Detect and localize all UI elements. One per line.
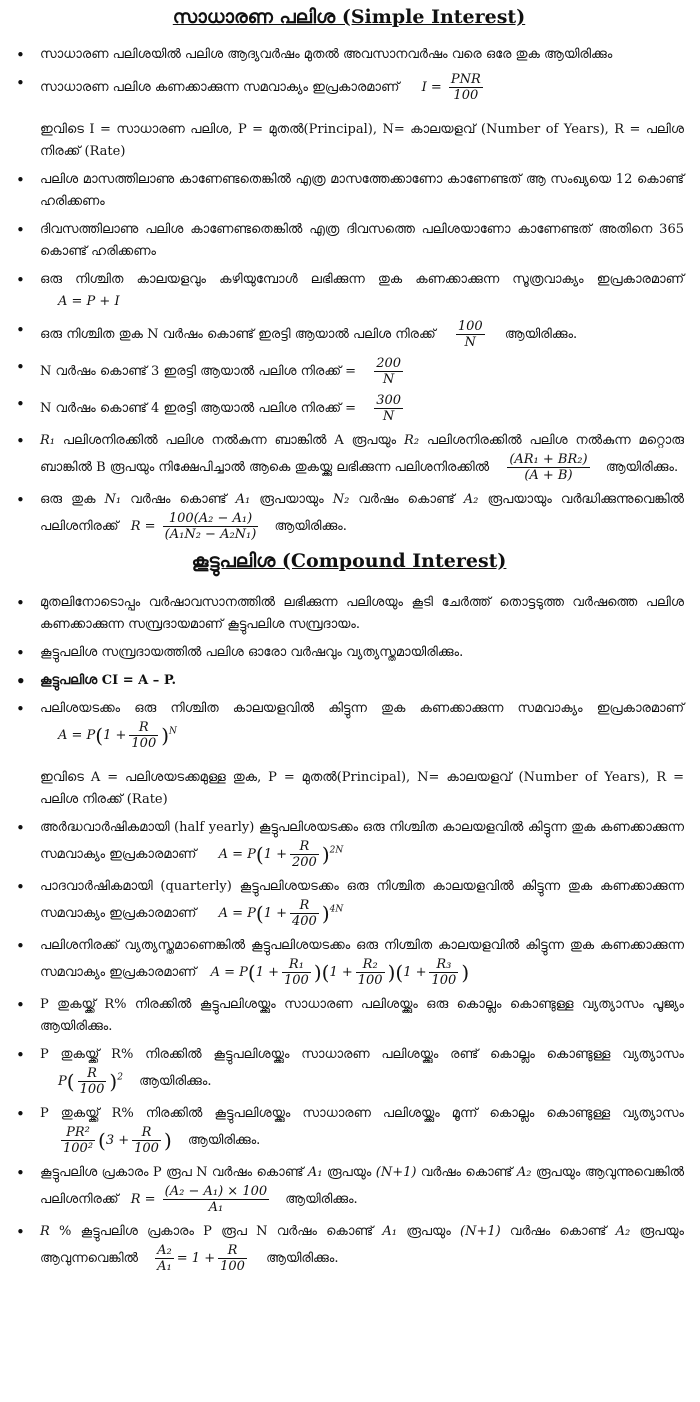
simple-interest-list [14,44,684,103]
fraction: $\frac{R}{100}$ [131,720,157,751]
fraction: $\frac{\text{100(A₂ − A₁)}}{\text{(A₁N₂ − A₂N₁)}}$ [164,511,257,542]
fraction: $\frac{R}{100}$ [220,1243,245,1274]
fraction: $\frac{\text{PR²}}{\text{100²}}$ [63,1125,94,1156]
fraction: $\frac{R}{100}$ [134,1125,159,1156]
fraction: $\frac{R}{200}$ [292,839,317,870]
list-item: • മുതലിനോടൊപ്പം വർഷാവസാനത്തിൽ ലഭിക്കുന്ന പലിശയും കൂടി ചേർത്ത് തൊട്ടടുത്ത വർഷത്തെ പലിശ കണക്കാക്കുന്ന സമ്പ്രദായമാണ് കൂട്ടുപലിശ സമ്പ്രദായം. [14,592,684,636]
formula-varying-rate: A = P(1 + $\frac{\text{R₁}}{100}$ )(1 + $\frac{\text{R₂}}{100}$ )(1 + $\frac{\text{R₃}}{100}$ ) [210,957,470,988]
list-item: • അർദ്ധവാർഷികമായി (half yearly) കൂട്ടുപലിശയടക്കം ഒരു നിശ്ചിത കാലയളവിൽ കിട്ടുന്ന തുക കണക്കാക്കുന്ന സമവാക്യം ഇപ്രകാരമാണ് A = P(1 + $\frac{R}{200}$ )$^{2N}$ [14,817,684,870]
list-item: • P തുകയ്ക്ക് R% നിരക്കിൽ കൂട്ടുപലിശയ്ക്കും സാധാരണ പലിശയ്ക്കും മൂന്ന് കൊല്ലം കൊണ്ടുള്ള വ്യത്യാസം $\frac{\text{PR²}}{\text{100²}}$ (3 + $\frac{R}{100}$ ) ആയിരിക്കും. [14,1103,684,1156]
list-item: • R % കൂട്ടുപലിശ പ്രകാരം P രൂപ N വർഷം കൊണ്ട് A₁ രൂപയും (N+1) വർഷം കൊണ്ട് A₂ രൂപയും ആവുന്നവെങ്കിൽ $\frac{\text{A₂}}{\text{A₁}}$ = 1 + $\frac{R}{100}$ ആയിരിക്കും. [14,1221,684,1274]
list-item: • N വർഷം കൊണ്ട് 3 ഇരട്ടി ആയാൽ പലിശ നിരക്ക് = $\frac{200}{N}$ [14,356,684,387]
formula-quarterly: A = P(1 + $\frac{R}{400}$ )$^{4N}$ [218,898,344,929]
fraction: $\frac{\text{PNR}}{100}$ [450,72,481,103]
fraction: $\frac{\text{(AR₁ + BR₂)}}{(A + B)}$ [509,452,588,483]
list-item: • പാദവാർഷികമായി (quarterly) കൂട്ടുപലിശയടക്കം ഒരു നിശ്ചിത കാലയളവിൽ കിട്ടുന്ന തുക കണക്കാക്കുന്ന സമവാക്യം ഇപ്രകാരമാണ് A = P(1 + $\frac{R}{400}$ )$^{4N}$ [14,876,684,929]
list-item: • ഒരു നിശ്ചിത കാലയളവും കഴിയുമ്പോൾ ലഭിക്കുന്ന തുക കണക്കാക്കുന്ന സൂത്രവാക്യം ഇപ്രകാരമാണ് A = P + I [14,269,684,313]
fraction: $\frac{200}{N}$ [376,356,402,387]
formula-ratio: $\frac{\text{A₂}}{\text{A₁}}$ = 1 + $\frac{R}{100}$ [157,1243,245,1274]
list-item: • N വർഷം കൊണ്ട് 4 ഇരട്ടി ആയാൽ പലിശ നിരക്ക് = $\frac{300}{N}$ [14,393,684,424]
fraction: $\frac{100}{N}$ [457,319,483,350]
fraction: $\frac{\text{A₂}}{\text{A₁}}$ [157,1243,172,1274]
simple-interest-heading: സാധാരണ പലിശ (Simple Interest) [172,6,526,28]
fraction: $\frac{300}{N}$ [376,393,402,424]
list-item: • ദിവസത്തിലാണു പലിശ കാണേണ്ടതെങ്കിൽ എത്ര ദിവസത്തെ പലിശയാണോ കാണേണ്ടത് അതിനെ 365 കൊണ്ട് ഹരിക്കണം [14,219,684,263]
formula-ci: A = P(1 + $\frac{R}{100}$ )$^N$ [58,720,177,751]
compound-interest-heading: കൂട്ടുപലിശ (Compound Interest) [191,550,507,572]
list-item: • ഒരു നിശ്ചിത തുക N വർഷം കൊണ്ട് ഇരട്ടി ആയാൽ പലിശ നിരക്ക് $\frac{100}{N}$ ആയിരിക്കും. [14,319,684,350]
fraction: $\frac{\text{R₃}}{100}$ [431,957,457,988]
list-item: • പലിശയടക്കം ഒരു നിശ്ചിത കാലയളവിൽ കിട്ടുന്ന തുക കണക്കാക്കുന്ന സമവാക്യം ഇപ്രകാരമാണ് A = P(1 + $\frac{R}{100}$ )$^N$ [14,698,684,751]
list-item: • കൂട്ടുപലിശ CI = A – P. [14,670,684,692]
fraction: $\frac{\text{R₂}}{100}$ [357,957,383,988]
list-item: • P തുകയ്ക്ക് R% നിരക്കിൽ കൂട്ടുപലിശയ്ക്കും സാധാരണ പലിശയ്ക്കും രണ്ട് കൊല്ലം കൊണ്ടുള്ള വ്യത്യാസം P( $\frac{R}{100}$ )$^2$ ആയിരിക്കും. [14,1044,684,1097]
compound-interest-list-2 [14,817,684,1274]
list-item: • കൂട്ടുപലിശ പ്രകാരം P രൂപ N വർഷം കൊണ്ട് A₁ രൂപയും (N+1) വർഷം കൊണ്ട് A₂ രൂപയും ആവുന്നുവെങ്കിൽ പലിശനിരക്ക് R = $\frac{\text{(A₂ − A₁) × 100}}{\text{A₁}}$ ആയിരിക്കും. [14,1162,684,1215]
formula-half-yearly: A = P(1 + $\frac{R}{200}$ )$^{2N}$ [218,839,344,870]
list-item: • പലിശ മാസത്തിലാണു കാണേണ്ടതെങ്കിൽ എത്ര മാസത്തേക്കാണോ കാണേണ്ടത് ആ സംഖ്യയെ 12 കൊണ്ട് ഹരിക്കണം [14,169,684,213]
ci-legend-paragraph: ഇവിടെ A = പലിശയടക്കമുള്ള തുക, P = മുതൽ(Principal), N= കാലയളവ് (Number of Years), R = പലിശ നിരക്ക് (Rate) [40,770,684,807]
fraction: $\frac{\text{R₁}}{100}$ [284,957,309,988]
compound-interest-list [14,592,684,751]
list-item: • R₁ പലിശനിരക്കിൽ പലിശ നൽകുന്ന ബാങ്കിൽ A രൂപയും R₂ പലിശനിരക്കിൽ പലിശ നൽകുന്ന മറ്റൊരു ബാങ്കിൽ B രൂപയും നിക്ഷേപിച്ചാൽ ആകെ തുകയ്ക്കു ലഭിക്കുന്ന പലിശനിരക്കിൽ $\frac{\text{(AR₁ + BR₂)}}{(A + B)}$ ആയിരിക്കും. [14,430,684,483]
formula-two-year-diff: P( $\frac{R}{100}$ )$^2$ [58,1066,123,1097]
list-item: • പലിശനിരക്ക് വ്യത്യസ്തമാണെങ്കിൽ കൂട്ടുപലിശയടക്കം ഒരു നിശ്ചിത കാലയളവിൽ കിട്ടുന്ന തുക കണക്കാക്കുന്ന സമവാക്യം ഇപ്രകാരമാണ് A = P(1 + $\frac{\text{R₁}}{100}$ )(1 + $\frac{\text{R₂}}{100}$ )(1 + $\frac{\text{R₃}}{100}$ ) [14,935,684,988]
si-legend-paragraph: ഇവിടെ I = സാധാരണ പലിശ, P = മുതൽ(Principal), N= കാലയളവ് (Number of Years), R = പലിശ നിരക്ക് (Rate) [40,122,684,159]
formula-amount: A = P + I [58,294,120,309]
fraction: $\frac{R}{400}$ [292,898,317,929]
list-item: • P തുകയ്ക്ക് R% നിരക്കിൽ കൂട്ടുപലിശയ്ക്കും സാധാരണ പലിശയ്ക്കും ഒരു കൊല്ലം കൊണ്ടുള്ള വ്യത്യാസം പൂജ്യം ആയിരിക്കും. [14,994,684,1038]
formula-si: I = $\frac{\text{PNR}}{100}$ [421,72,481,103]
fraction: $\frac{R}{100}$ [79,1066,105,1097]
list-item: • സാധാരണ പലിശയിൽ പലിശ ആദ്യവർഷം മുതൽ അവസാനവർഷം വരെ ഒരേ തുക ആയിരിക്കും [14,44,684,66]
simple-interest-list-2 [14,169,684,542]
fraction: $\frac{\text{(A₂ − A₁) × 100}}{\text{A₁}}$ [164,1184,268,1215]
list-item: • ഒരു തുക N₁ വർഷം കൊണ്ട് A₁ രൂപയായും N₂ വർഷം കൊണ്ട് A₂ രൂപയായും വർദ്ധിക്കുന്നുവെങ്കിൽ പലിശനിരക്ക് R = $\frac{\text{100(A₂ − A₁)}}{\text{(A₁N₂ − A₂N₁)}}$ ആയിരിക്കും. [14,489,684,542]
formula-three-year-diff: $\frac{\text{PR²}}{\text{100²}}$ (3 + $\frac{R}{100}$ ) [63,1125,172,1156]
list-item: • സാധാരണ പലിശ കണക്കാക്കുന്ന സമവാക്യം ഇപ്രകാരമാണ് I = $\frac{\text{PNR}}{100}$ [14,72,684,103]
list-item: • കൂട്ടുപലിശ സമ്പ്രദായത്തിൽ പലിശ ഓരോ വർഷവും വ്യത്യസ്തമായിരിക്കും. [14,642,684,664]
